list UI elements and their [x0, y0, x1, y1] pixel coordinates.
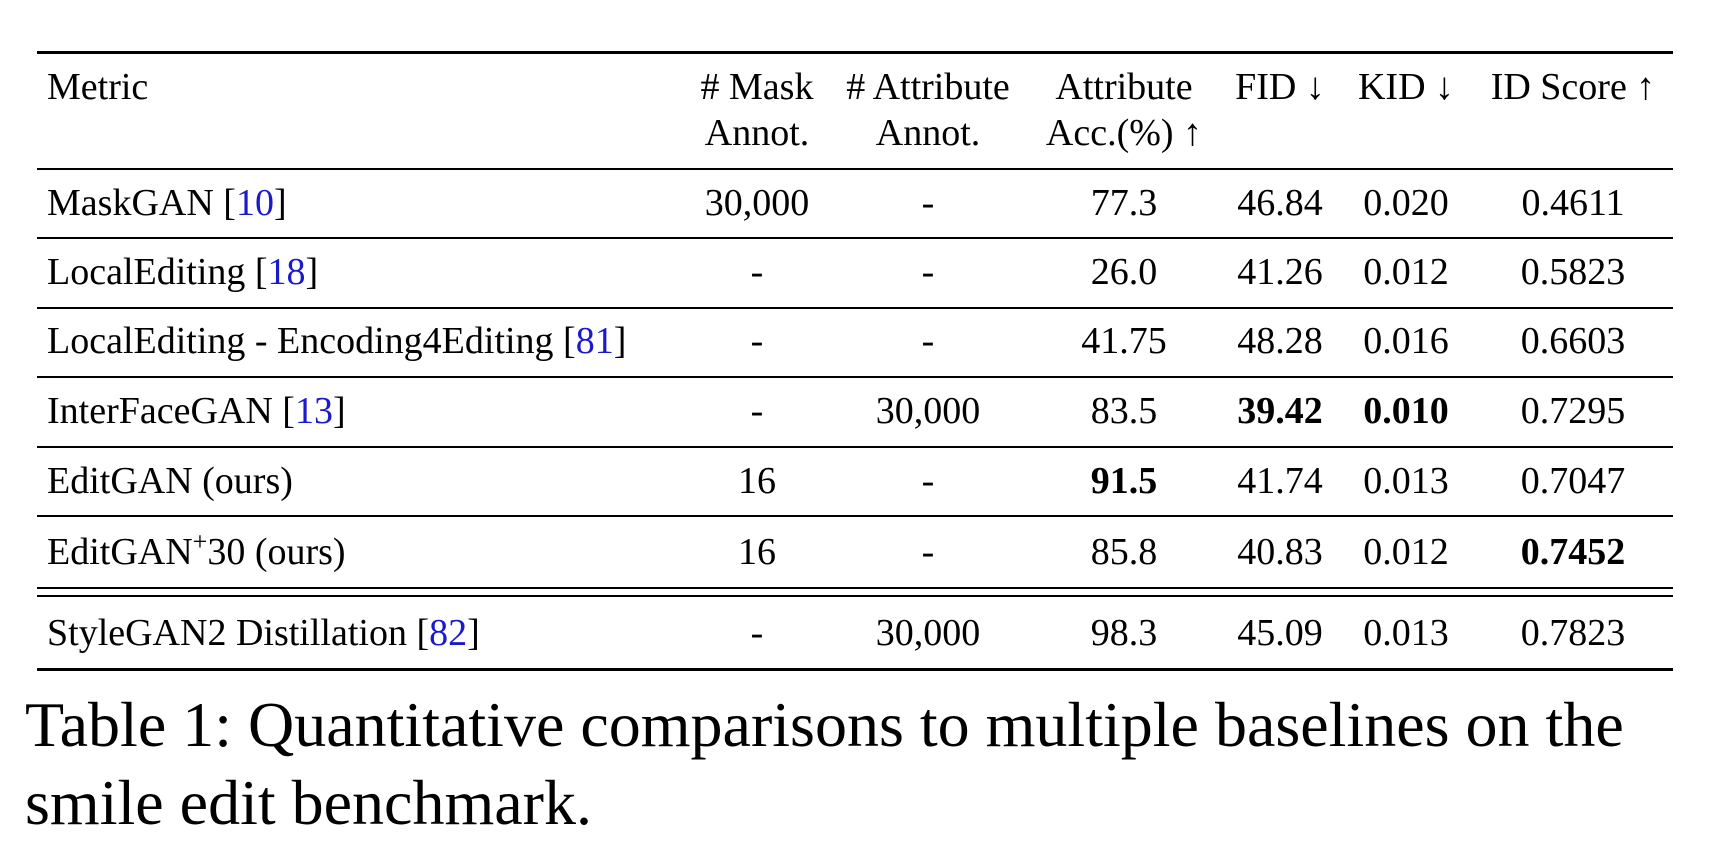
row-rule — [37, 515, 1673, 517]
cell-fid-best: 39.42 — [1237, 390, 1323, 432]
double-rule-lower — [37, 595, 1673, 597]
cell-id-score-best: 0.7452 — [1520, 531, 1626, 573]
header-rule — [37, 168, 1673, 170]
cell-kid: 0.012 — [1363, 251, 1449, 293]
row-name: MaskGAN [10] — [47, 182, 287, 224]
row-rule — [37, 446, 1673, 448]
cell-kid: 0.012 — [1363, 531, 1449, 573]
cell-fid: 41.74 — [1237, 460, 1323, 502]
cell-id-score: 0.7295 — [1520, 390, 1626, 432]
row-name: StyleGAN2 Distillation [82] — [47, 612, 480, 654]
header-attribute-line2: Annot. — [875, 112, 981, 154]
header-fid: FID ↓ — [1235, 66, 1325, 108]
cell-id-score: 0.6603 — [1520, 320, 1626, 362]
citation-link[interactable]: 81 — [575, 320, 614, 362]
row-name: LocalEditing - Encoding4Editing [81] — [47, 320, 627, 362]
cell-fid: 46.84 — [1237, 182, 1323, 224]
cell-attribute: - — [921, 251, 935, 293]
cell-kid-best: 0.010 — [1363, 390, 1449, 432]
row-name: EditGAN+30 (ours) — [47, 527, 346, 573]
superscript-plus: + — [192, 527, 208, 556]
header-mask-line2: Annot. — [704, 112, 810, 154]
row-name: EditGAN (ours) — [47, 460, 293, 502]
bottom-rule — [37, 668, 1673, 671]
header-accuracy-line1: Attribute — [1055, 66, 1193, 108]
citation-link[interactable]: 10 — [235, 182, 274, 224]
cell-mask: 16 — [738, 460, 776, 502]
cell-attribute: - — [921, 460, 935, 502]
citation-link[interactable]: 18 — [267, 251, 306, 293]
cell-mask: - — [750, 320, 764, 362]
cell-accuracy: 77.3 — [1090, 182, 1158, 224]
cell-fid: 48.28 — [1237, 320, 1323, 362]
row-name: InterFaceGAN [13] — [47, 390, 346, 432]
header-kid: KID ↓ — [1357, 66, 1455, 108]
cell-mask: 16 — [738, 531, 776, 573]
cell-accuracy: 26.0 — [1090, 251, 1158, 293]
cell-attribute: - — [921, 531, 935, 573]
cell-attribute: 30,000 — [875, 390, 981, 432]
header-accuracy-line2: Acc.(%) ↑ — [1045, 112, 1203, 154]
cell-attribute: - — [921, 320, 935, 362]
double-rule-upper — [37, 587, 1673, 589]
cell-kid: 0.020 — [1363, 182, 1449, 224]
header-mask-line1: # Mask — [700, 66, 814, 108]
row-rule — [37, 237, 1673, 239]
row-rule — [37, 376, 1673, 378]
cell-attribute: - — [921, 182, 935, 224]
cell-accuracy: 98.3 — [1090, 612, 1158, 654]
cell-mask: 30,000 — [704, 182, 810, 224]
cell-kid: 0.013 — [1363, 460, 1449, 502]
cell-mask: - — [750, 390, 764, 432]
table-caption: Table 1: Quantitative comparisons to multiple baselines on the smile edit benchmark. — [25, 689, 1624, 838]
row-rule — [37, 307, 1673, 309]
cell-mask: - — [750, 251, 764, 293]
cell-accuracy: 83.5 — [1090, 390, 1158, 432]
cell-accuracy: 41.75 — [1081, 320, 1167, 362]
cell-id-score: 0.7823 — [1520, 612, 1626, 654]
cell-id-score: 0.7047 — [1520, 460, 1626, 502]
header-id-score: ID Score ↑ — [1490, 66, 1656, 108]
cell-id-score: 0.4611 — [1521, 182, 1625, 224]
cell-attribute: 30,000 — [875, 612, 981, 654]
citation-link[interactable]: 82 — [429, 612, 468, 654]
cell-accuracy: 85.8 — [1090, 531, 1158, 573]
cell-mask: - — [750, 612, 764, 654]
top-rule — [37, 51, 1673, 54]
cell-fid: 41.26 — [1237, 251, 1323, 293]
cell-fid: 45.09 — [1237, 612, 1323, 654]
cell-accuracy-best: 91.5 — [1090, 460, 1158, 502]
row-name: LocalEditing [18] — [47, 251, 319, 293]
header-metric: Metric — [47, 66, 149, 108]
header-attribute-line1: # Attribute — [846, 66, 1010, 108]
citation-link[interactable]: 13 — [294, 390, 333, 432]
cell-id-score: 0.5823 — [1520, 251, 1626, 293]
cell-kid: 0.016 — [1363, 320, 1449, 362]
cell-fid: 40.83 — [1237, 531, 1323, 573]
cell-kid: 0.013 — [1363, 612, 1449, 654]
